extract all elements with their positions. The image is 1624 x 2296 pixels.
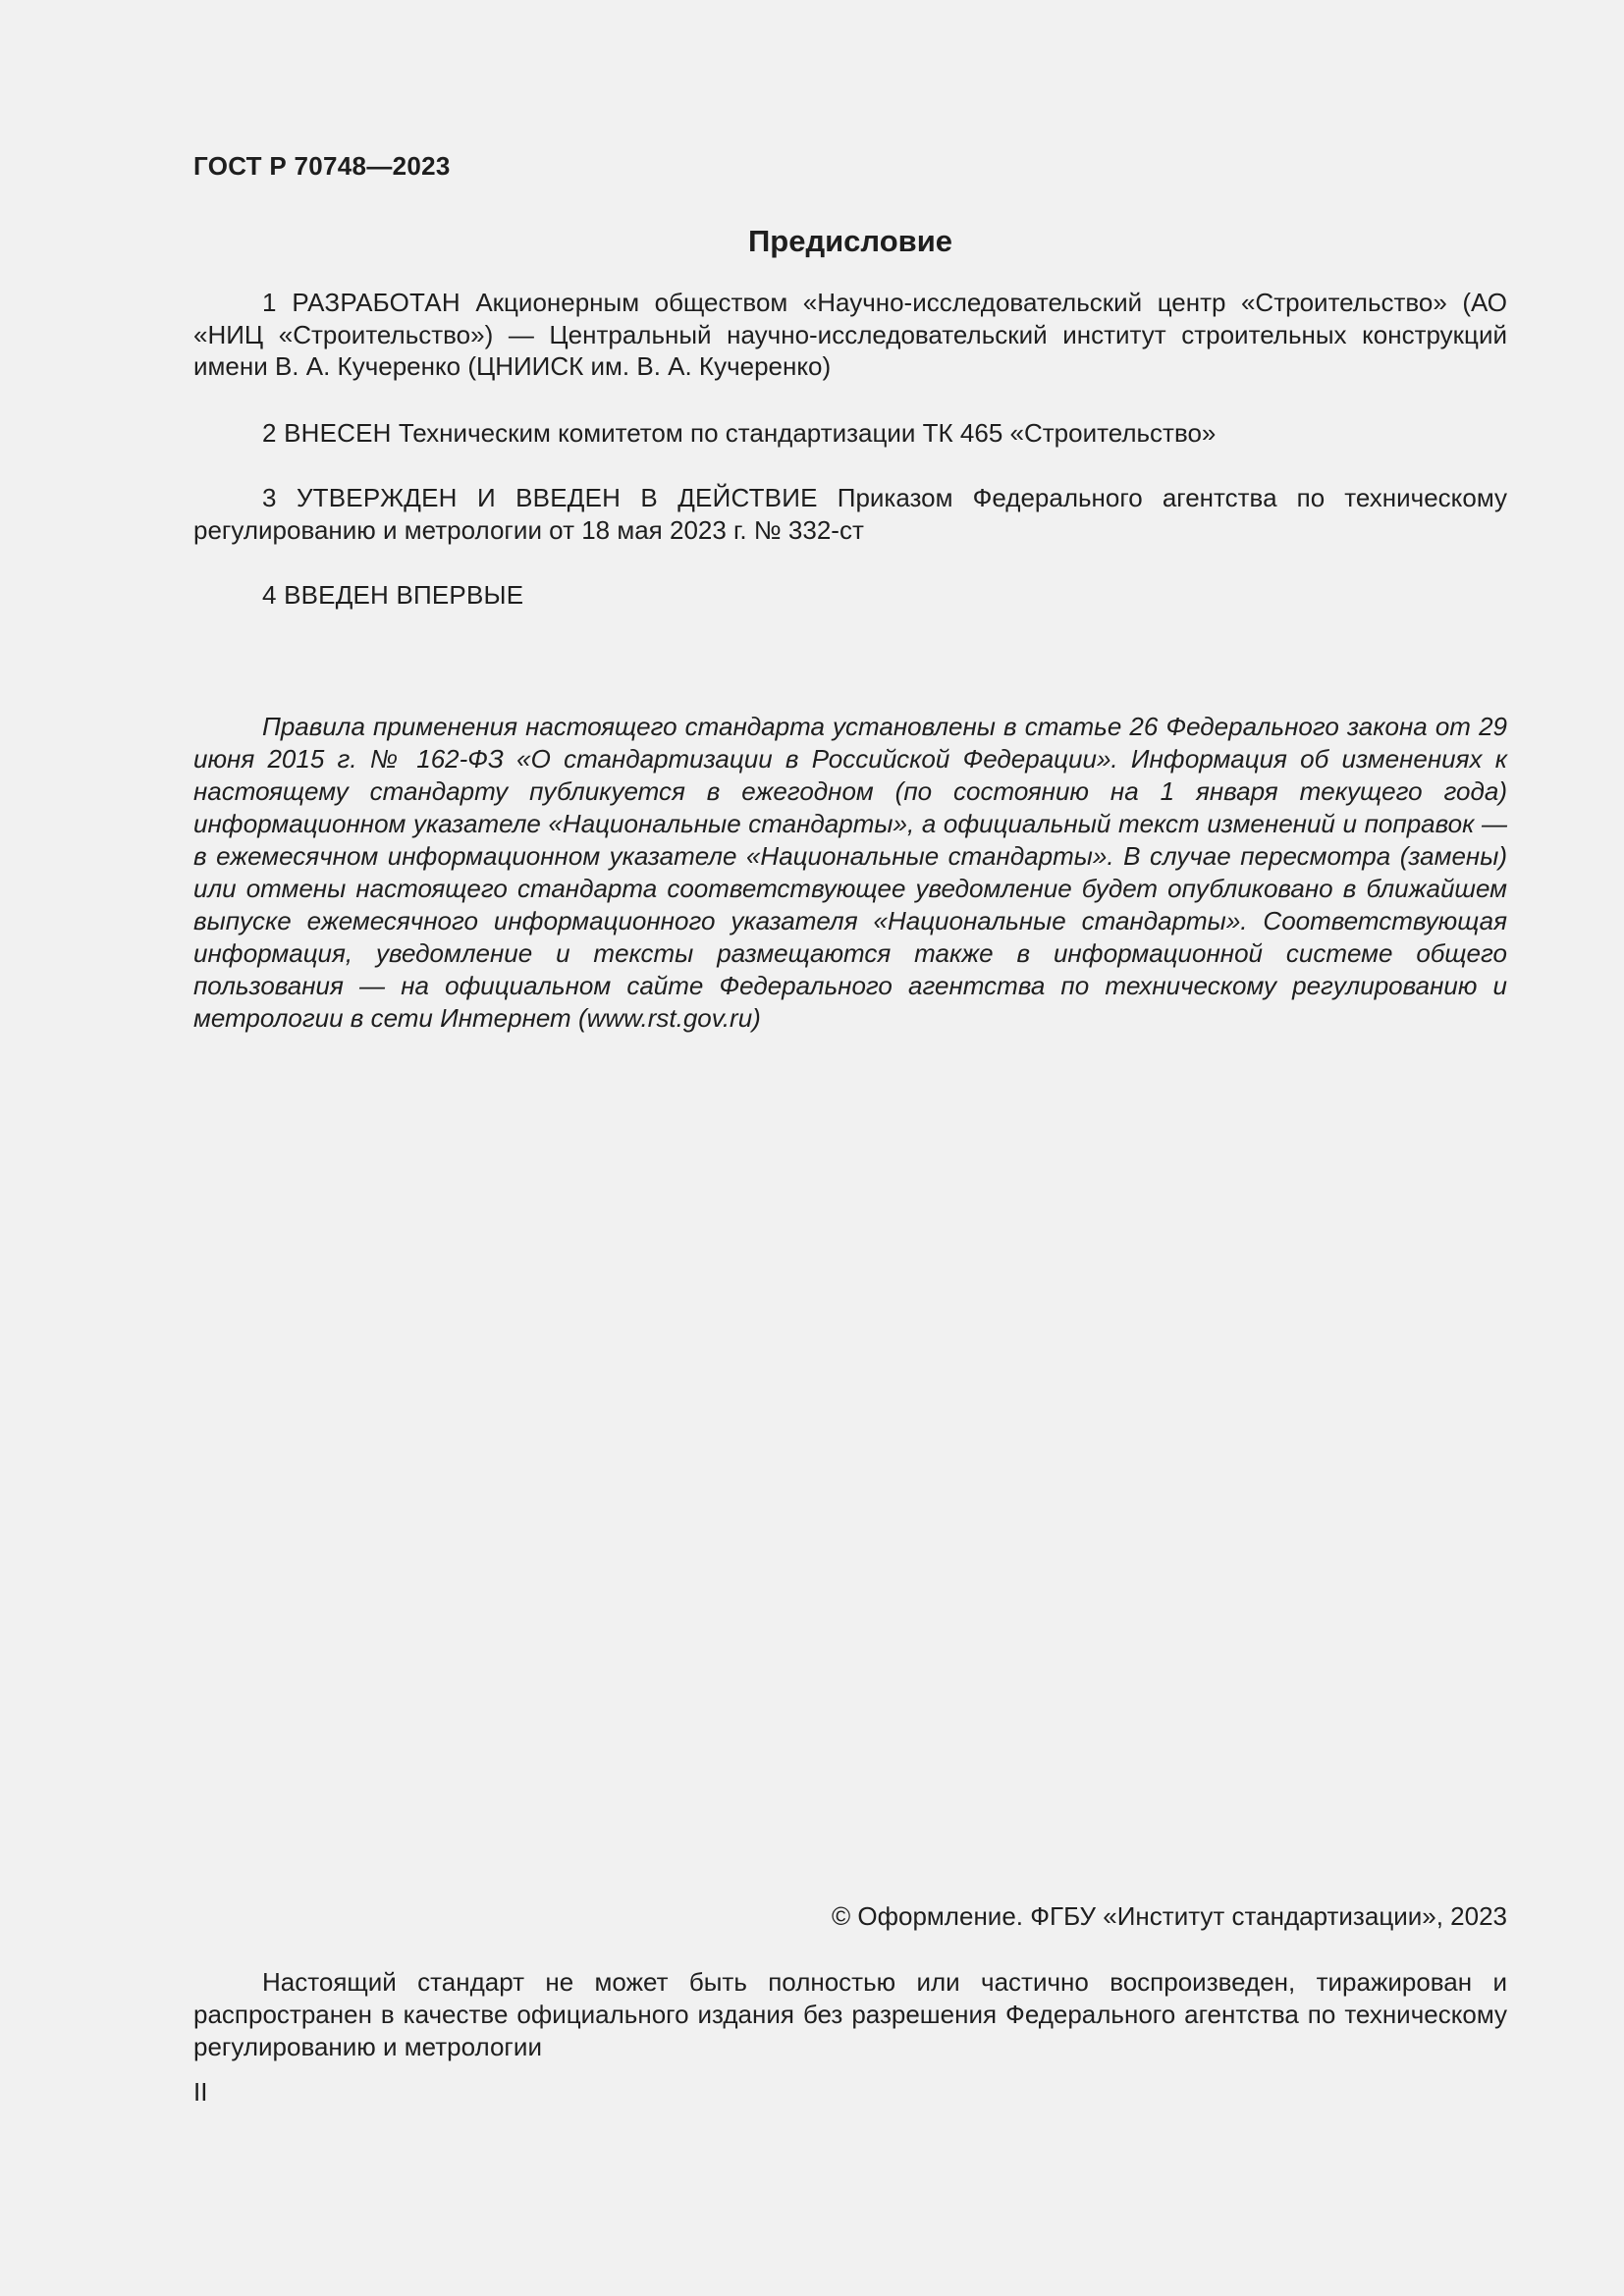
document-code: ГОСТ Р 70748—2023 — [193, 151, 451, 181]
foreword-item-lead: 4 ВВЕДЕН ВПЕРВЫЕ — [262, 580, 524, 610]
foreword-item-text: Акционерным обществом «Научно-исследовательский центр «Строительство» (АО «НИЦ «Строительство») — Центральный научно-исследовательский институт строительных конструкций имени В. А. Кучеренко (ЦНИИСК им. В. А. Кучеренко) — [193, 288, 1507, 381]
foreword-item-approved — [193, 482, 1507, 546]
foreword-item-first-introduced — [193, 579, 1507, 612]
foreword-item-developed — [193, 287, 1507, 383]
foreword-item-lead: 1 РАЗРАБОТАН — [262, 288, 460, 317]
foreword-item-lead: 3 УТВЕРЖДЕН И ВВЕДЕН В ДЕЙСТВИЕ — [262, 483, 818, 512]
foreword-title: Предисловие — [747, 224, 952, 258]
page-number: II — [193, 2077, 208, 2107]
foreword-item-text: Техническим комитетом по стандартизации ТК 465 «Строительство» — [398, 418, 1217, 448]
foreword-item-submitted — [193, 417, 1507, 450]
application-rules-notice: Правила применения настоящего стандарта установлены в статье 26 Федерального закона от 29 июня 2015 г. № 162-ФЗ «О стандартизации в Российской Федерации». Информация об изменениях к настоящему стандарту публикуется в ежегодном (по состоянию на 1 января текущего года) информационном указателе «Национальные стандарты», а официальный текст изменений и поправок — в ежемесячном информационном указателе «Национальные стандарты». В случае пересмотра (замены) или отмены настоящего стандарта соответствующее уведомление будет опубликовано в ближайшем выпуске ежемесячного информационного указателя «Национальные стандарты». Соответствующая информация, уведомление и тексты размещаются также в информационной системе общего пользования — на официальном сайте Федерального агентства по техническому регулированию и метрологии в сети Интернет (www.rst.gov.ru) — [193, 712, 1507, 1033]
foreword-item-text: Приказом Федерального агентства по техническому регулированию и метрологии от 18 мая 2023 г. № 332-ст — [193, 483, 1507, 545]
foreword-item-lead: 2 ВНЕСЕН — [262, 418, 392, 448]
copyright-line: © Оформление. ФГБУ «Институт стандартизации», 2023 — [832, 1901, 1507, 1931]
reproduction-notice: Настоящий стандарт не может быть полностью или частично воспроизведен, тиражирован и распространен в качестве официального издания без разрешения Федерального агентства по техническому регулированию и метрологии — [193, 1967, 1507, 2061]
